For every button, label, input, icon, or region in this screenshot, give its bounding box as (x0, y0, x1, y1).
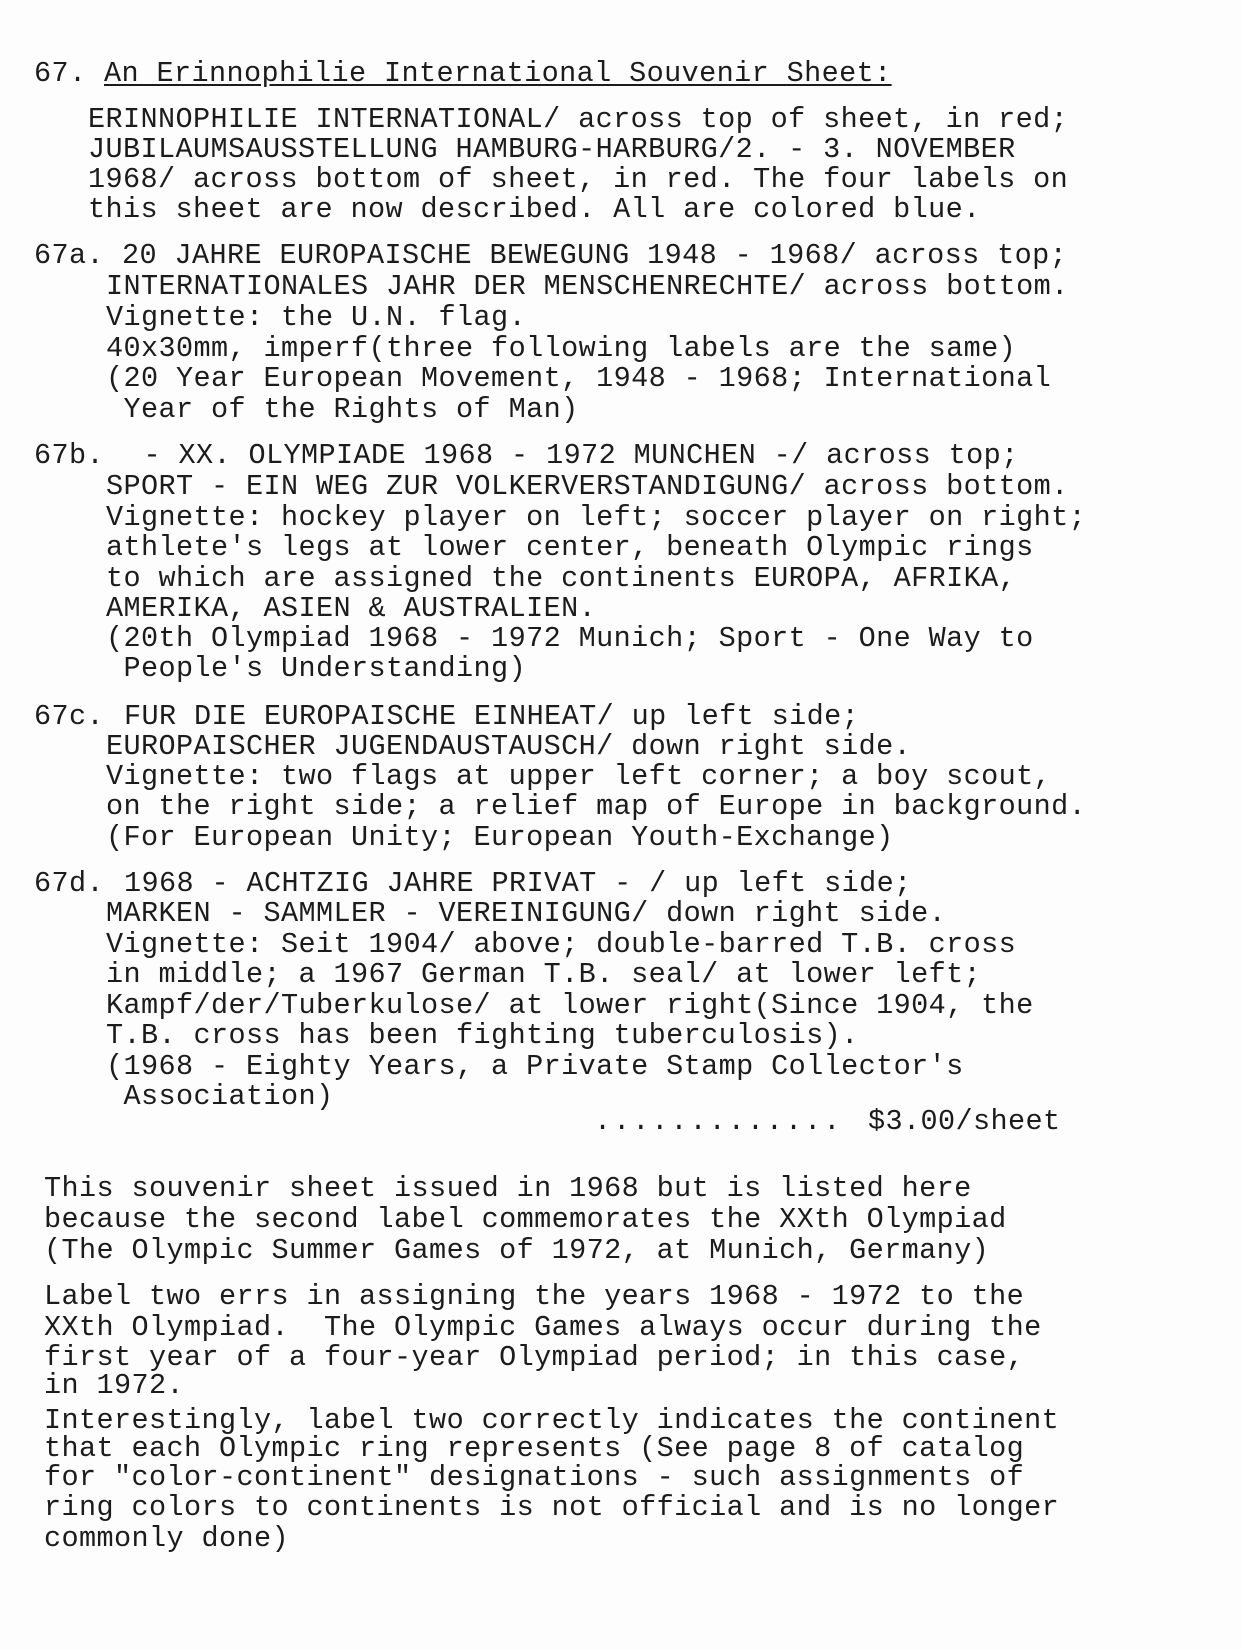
item-67d-line: MARKEN - SAMMLER - VEREINIGUNG/ down right side. (106, 897, 947, 930)
item-67d-line: in middle; a 1967 German T.B. seal/ at lower left; (106, 958, 982, 991)
item-67d-number: 67d. (34, 867, 105, 900)
item-67d-line: Vignette: Seit 1904/ above; double-barred T.B. cross (106, 928, 1017, 961)
item-67-line: JUBILAUMSAUSSTELLUNG HAMBURG-HARBURG/2. - 3. NOVEMBER (88, 133, 1016, 166)
note-line: This souvenir sheet issued in 1968 but is listed here (44, 1172, 972, 1205)
item-67d-first-line: 1968 - ACHTZIG JAHRE PRIVAT - / up left side; (124, 867, 912, 900)
note-line: XXth Olympiad. The Olympic Games always occur during the (44, 1311, 1042, 1344)
note-line: Label two errs in assigning the years 1968 - 1972 to the (44, 1280, 1025, 1313)
item-67a-line: INTERNATIONALES JAHR DER MENSCHENRECHTE/ across bottom. (106, 270, 1069, 303)
item-67c-line: on the right side; a relief map of Europe in background. (106, 790, 1087, 823)
item-67b-line: (20th Olympiad 1968 - 1972 Munich; Sport - One Way to (106, 622, 1034, 655)
item-67a-line: Vignette: the U.N. flag. (106, 301, 527, 334)
item-67-number: 67. (34, 57, 87, 90)
note-line: Interestingly, label two correctly indicates the continent (44, 1404, 1060, 1437)
price-value: $3.00/sheet (868, 1105, 1061, 1138)
item-67d-line: (1968 - Eighty Years, a Private Stamp Collector's (106, 1050, 964, 1083)
item-67-title: An Erinnophilie International Souvenir Sheet: (104, 57, 892, 90)
item-67-line: 1968/ across bottom of sheet, in red. The four labels on (88, 163, 1069, 196)
price-leader-dots: ............. (594, 1105, 843, 1138)
note-line: (The Olympic Summer Games of 1972, at Munich, Germany) (44, 1234, 990, 1267)
item-67a-first-line: 20 JAHRE EUROPAISCHE BEWEGUNG 1948 - 1968/ across top; (122, 239, 1068, 272)
note-line: ring colors to continents is not official and is no longer (44, 1491, 1060, 1524)
note-line: in 1972. (44, 1369, 185, 1402)
item-67b-line: AMERIKA, ASIEN & AUSTRALIEN. (106, 592, 597, 625)
item-67b-first-line: - XX. OLYMPIADE 1968 - 1972 MUNCHEN -/ across top; (126, 439, 1019, 472)
item-67b-line: People's Understanding) (106, 652, 527, 685)
item-67b-line: athlete's legs at lower center, beneath Olympic rings (106, 531, 1034, 564)
item-67b-number: 67b. (34, 439, 105, 472)
item-67c-line: EUROPAISCHER JUGENDAUSTAUSCH/ down right side. (106, 730, 912, 763)
item-67d-line: T.B. cross has been fighting tuberculosis). (106, 1019, 859, 1052)
note-line: that each Olympic ring represents (See page 8 of catalog (44, 1432, 1025, 1465)
item-67b-line: SPORT - EIN WEG ZUR VOLKERVERSTANDIGUNG/ across bottom. (106, 470, 1069, 503)
item-67a-line: Year of the Rights of Man) (106, 393, 579, 426)
note-line: commonly done) (44, 1522, 290, 1555)
item-67a-number: 67a. (34, 239, 105, 272)
item-67c-number: 67c. (34, 700, 105, 733)
item-67b-line: Vignette: hockey player on left; soccer player on right; (106, 501, 1087, 534)
item-67-line: ERINNOPHILIE INTERNATIONAL/ across top of sheet, in red; (88, 103, 1069, 136)
item-67a-line: 40x30mm, imperf(three following labels are the same) (106, 332, 1017, 365)
item-67-line: this sheet are now described. All are colored blue. (88, 193, 981, 226)
note-line: first year of a four-year Olympiad period; in this case, (44, 1341, 1025, 1374)
item-67c-line: Vignette: two flags at upper left corner; a boy scout, (106, 760, 1052, 793)
note-line: for "color-continent" designations - such assignments of (44, 1461, 1025, 1494)
item-67c-line: (For European Unity; European Youth-Exchange) (106, 821, 894, 854)
item-67b-line: to which are assigned the continents EUROPA, AFRIKA, (106, 562, 1017, 595)
item-67d-line: Association) (106, 1080, 334, 1113)
note-line: because the second label commemorates the XXth Olympiad (44, 1203, 1007, 1236)
item-67a-line: (20 Year European Movement, 1948 - 1968; International (106, 362, 1052, 395)
item-67c-first-line: FUR DIE EUROPAISCHE EINHEAT/ up left side; (124, 700, 860, 733)
item-67d-line: Kampf/der/Tuberkulose/ at lower right(Since 1904, the (106, 989, 1034, 1022)
